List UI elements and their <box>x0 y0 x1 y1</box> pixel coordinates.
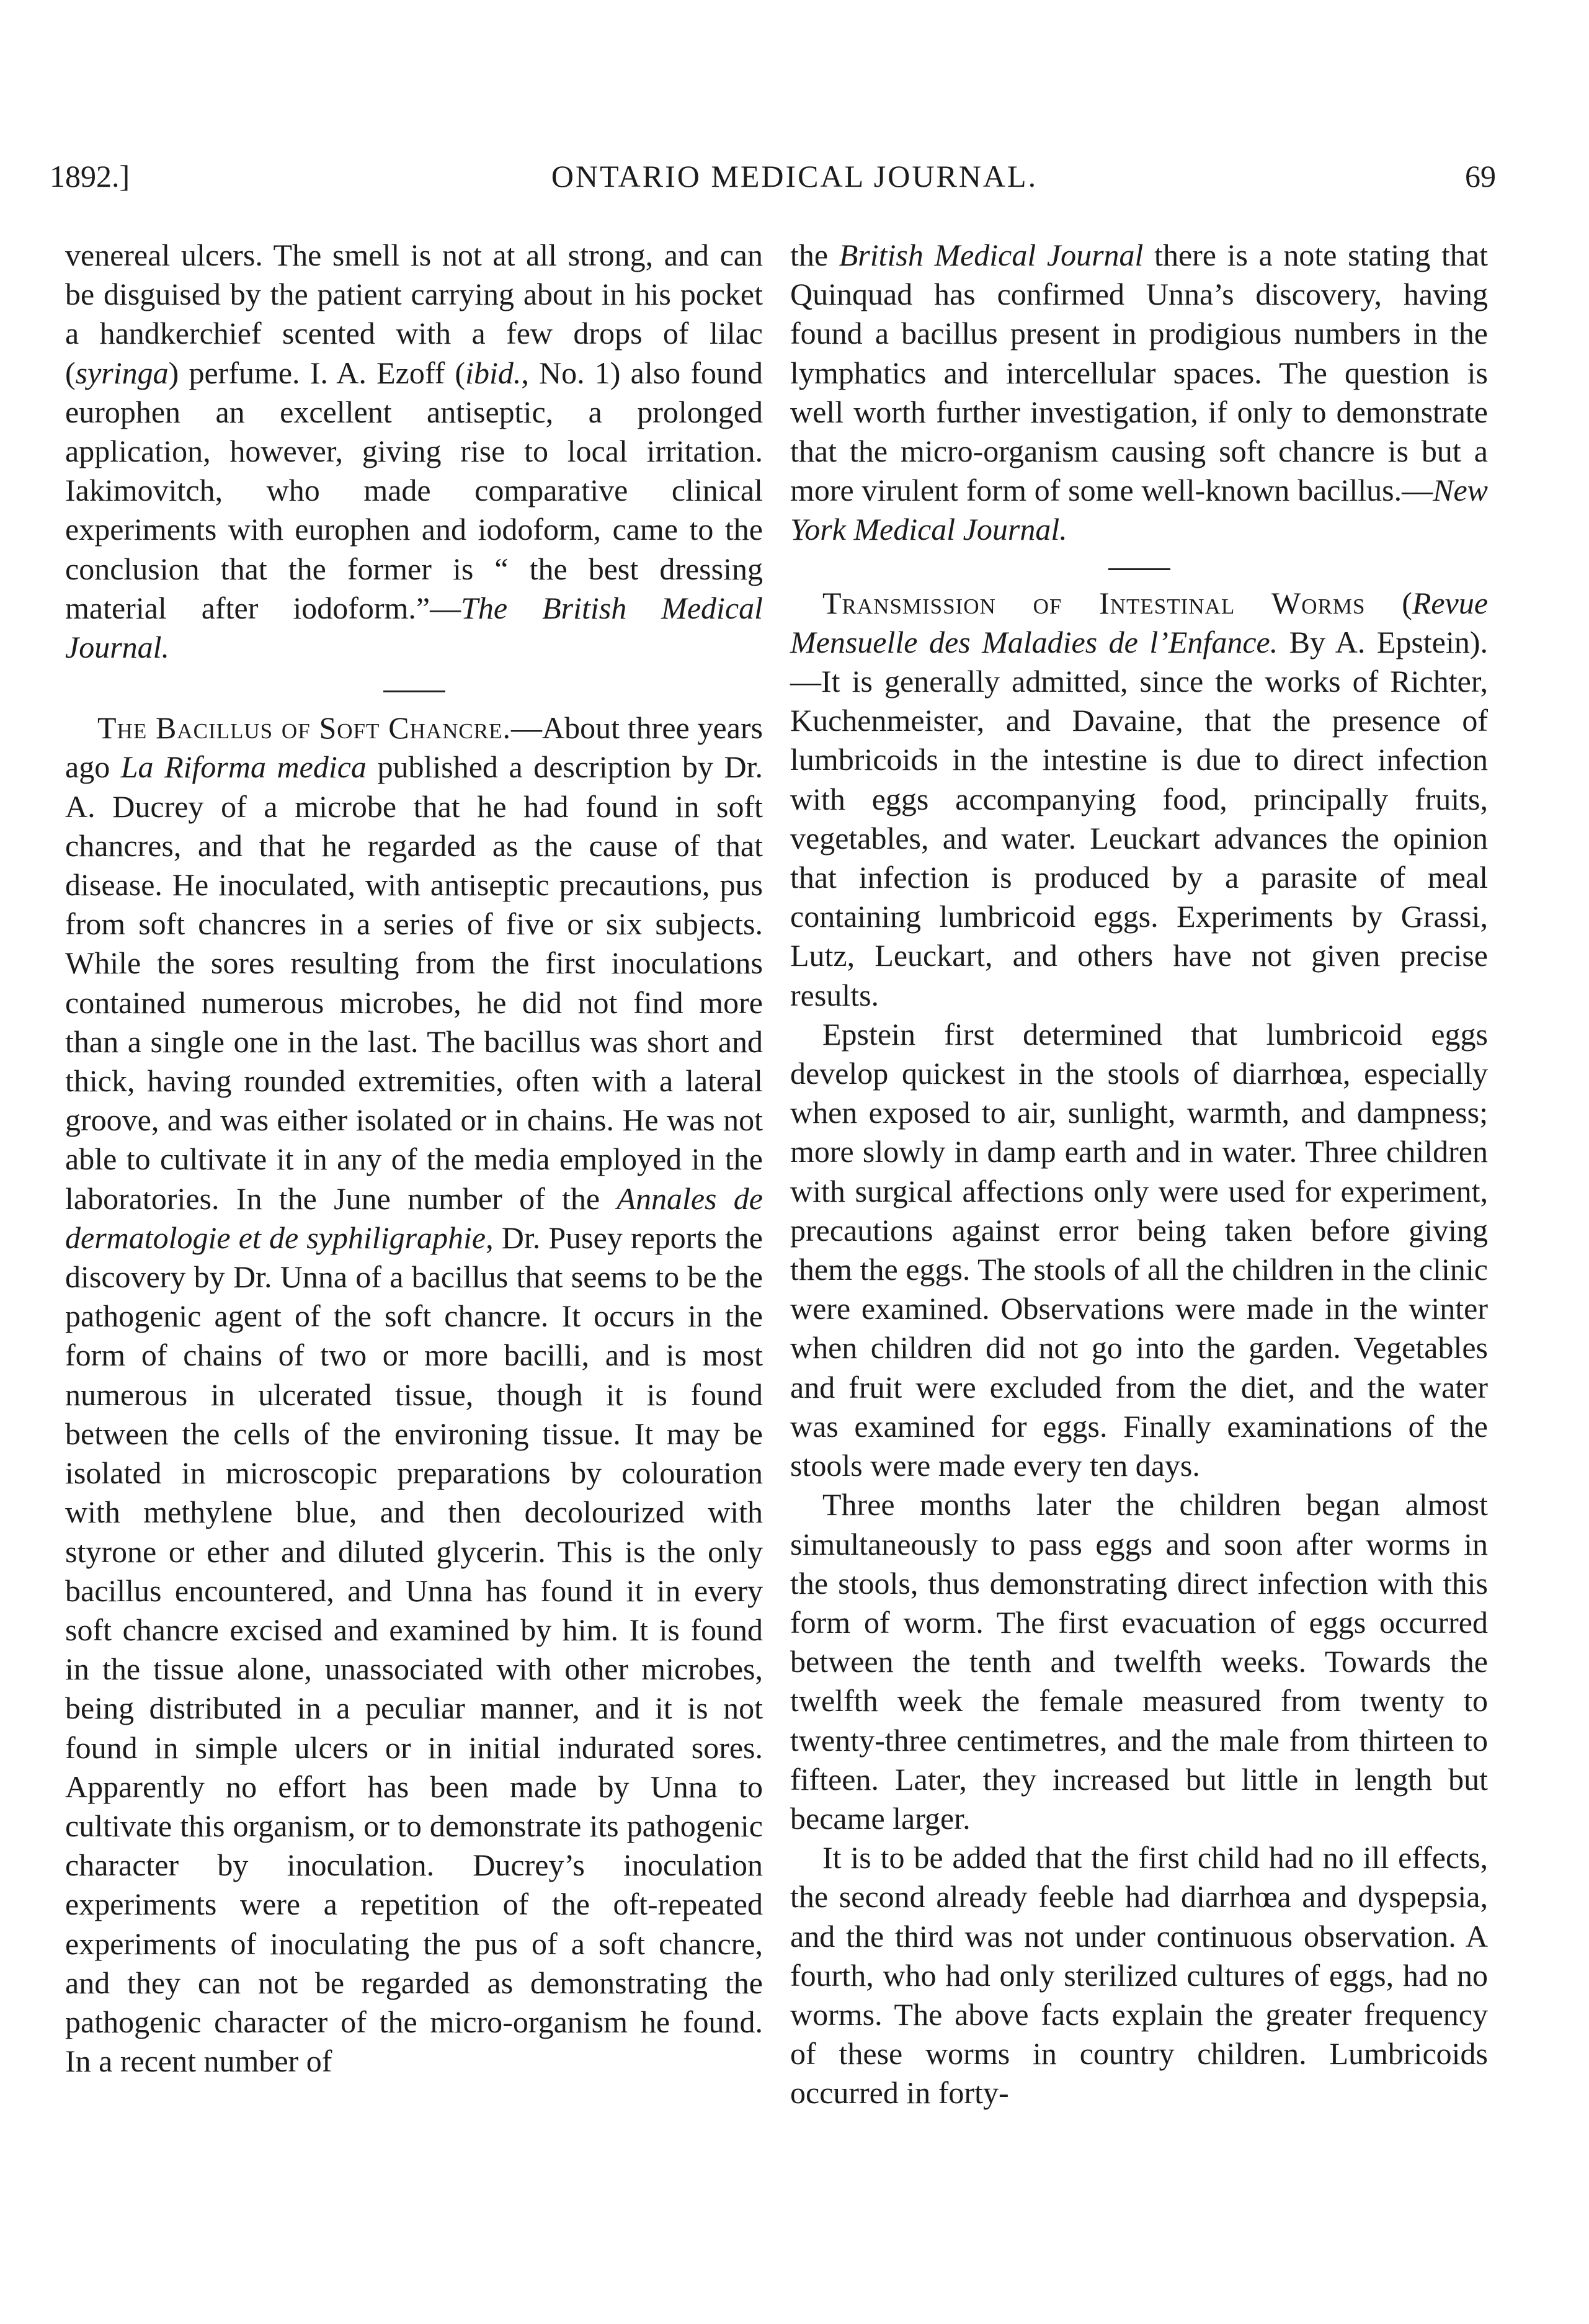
paragraph: It is to be added that the first child had no ill effects, the second already feeble had diarrhœa and dyspepsia, and the third was not under continuous observation. A fourth, who had only sterilized cultures of eggs, had no worms. The above facts explain the greater frequency of these worms in country children. Lumbricoids occurred in forty- <box>790 1840 1488 2111</box>
left-column <box>65 236 763 2081</box>
article-heading: The Bacillus of Soft Chancre. <box>97 710 511 746</box>
running-header <box>0 158 1589 208</box>
paragraph: Epstein first determined that lumbricoid eggs develop quickest in the stools of diarrhœa, especially when exposed to air, sunlight, warmth, and dampness; more slowly in damp earth and in water. Three children with surgical affections only were used for experiment, precautions against error being taken before giving them the eggs. The stools of all the children in the clinic were examined. Observations were made in the winter when children did not go into the garden. Vegetables and fruit were excluded from the diet, and the water was examined for eggs. Finally examinations of the stools were made every ten days. <box>790 1016 1488 1483</box>
section-divider <box>383 690 445 692</box>
source-citation: New York Medical Journal. <box>790 473 1488 547</box>
europhen-paragraph: venereal ulcers. The smell is not at all strong, and can be disguised by the patient carrying about in his pocket a handkerchief scented with a few drops of lilac (syringa) perfume. I. A. Ezoff (ibid., No. 1) also found europhen an excellent antiseptic, a prolonged application, however, giving rise to local irritation. Iakimovitch, who made comparative clinical experiments with europhen and iodoform, came to the conclusion that the former is “ the best dressing material after iodoform.”—The British Medical Journal. <box>65 238 763 665</box>
soft-chancre-article: The Bacillus of Soft Chancre.—About three years ago La Riforma medica published a description by Dr. A. Ducrey of a microbe that he had found in soft chancres, and that he regarded as the cause of that disease. He inoculated, with antiseptic precautions, pus from soft chancres in a series of five or six subjects. While the sores resulting from the first inoculations contained numerous microbes, he did not find more than a single one in the last. The bacillus was short and thick, having rounded extremities, often with a lateral groove, and was either isolated or in chains. He was not able to cultivate it in any of the media employed in the laboratories. In the June number of the Annales de dermatologie et de syphiligraphie, Dr. Pusey reports the discovery by Dr. Unna of a bacillus that seems to be the pathogenic agent of the soft chancre. It occurs in the form of chains of two or more bacilli, and is most numerous in ulcerated tissue, though it is found between the cells of the environing tissue. It may be isolated in microscopic preparations by colouration with methylene blue, and then decolourized with styrone or ether and diluted glycerin. This is the only bacillus encountered, and Unna has found it in every soft chancre excised and examined by him. It is found in the tissue alone, unassociated with other microbes, being distributed in a peculiar manner, and it is not found in simple ulcers or in initial indurated sores. Apparently no effort has been made by Unna to cultivate this organism, or to demonstrate its pathogenic character by inoculation. Ducrey’s inoculation experiments were a repetition of the oft-repeated experiments of inoculating the pus of a soft chancre, and they can not be regarded as demonstrating the pathogenic character of the micro-organism he found. In a recent number of <box>65 710 763 2079</box>
source-citation: The British Medical Journal. <box>65 590 763 665</box>
article-heading: Transmission of Intestinal Worms <box>822 585 1366 620</box>
right-column <box>790 236 1488 2113</box>
soft-chancre-continued: the British Medical Journal there is a note stating that Quinquad has confirmed Unna’s discovery, having found a bacillus present in prodigious numbers in the lymphatics and intercellular spaces. The question is well worth further investigation, if only to demonstrate that the micro-organism causing soft chancre is but a more virulent form of some well-known bacillus.—New York Medical Journal. <box>790 238 1488 547</box>
header-year: 1892.] <box>50 159 130 194</box>
worms-article: Transmission of Intestinal Worms (Revue Mensuelle des Maladies de l’Enfance. By A. Epstein).—It is generally admitted, since the works of Richter, Kuchenmeister, and Davaine, that the presence of lumbricoids in the intestine is due to direct infection with eggs accompanying food, principally fruits, vegetables, and water. Leuckart advances the opinion that infection is produced by a parasite of meal containing lumbricoid eggs. Experiments by Grassi, Lutz, Leuckart, and others have not given precise results. <box>790 585 1489 1012</box>
page-number: 69 <box>1465 159 1496 194</box>
journal-title: ONTARIO MEDICAL JOURNAL. <box>551 159 1038 194</box>
section-divider <box>1108 568 1170 570</box>
paragraph: Three months later the children began almost simultaneously to pass eggs and soon after worms in the stools, thus demonstrating direct infection with this form of worm. The first evacuation of eggs occurred between the tenth and twelfth weeks. Towards the twelfth week the female measured from twenty to twenty-three centimetres, and the male from thirteen to fifteen. Later, they increased but little in length but became larger. <box>790 1487 1488 1836</box>
